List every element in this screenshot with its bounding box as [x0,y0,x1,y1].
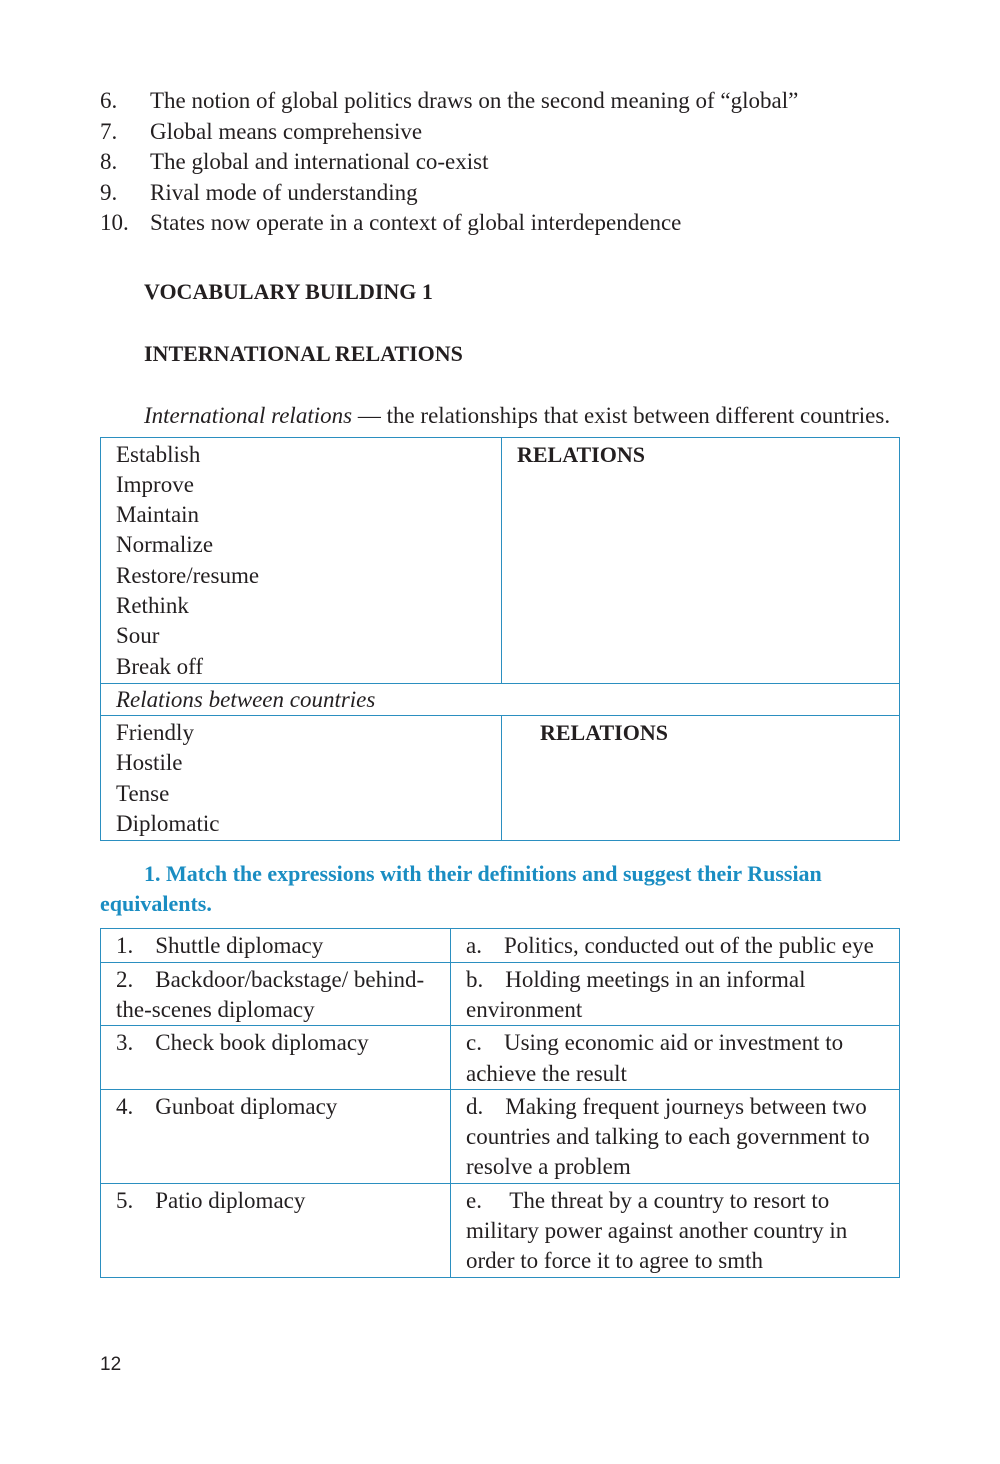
numbered-list [100,86,900,239]
expression-text: Shuttle diplomacy [155,933,324,959]
expression-number: 3. [116,1030,134,1056]
list-item [100,208,900,239]
adjective-item: Diplomatic [116,811,220,837]
verb-item: Restore/resume [116,562,260,588]
expression-cell [101,929,451,962]
definition-letter: b. [466,966,484,992]
vocabulary-table [100,437,900,842]
matching-table [100,928,900,1277]
page-content [100,86,900,1278]
definition-text: The threat by a country to resort to military power against another country in order to force it to agree to smth [466,1187,848,1274]
list-text: The notion of global politics draws on the second meaning of “global” [150,88,799,113]
definition-letter: e. [466,1187,482,1213]
exercise-text: Match the expressions with their definitions and suggest their Russian equivalents. [100,861,822,917]
expression-cell [101,1026,451,1090]
list-text: The global and international co-exist [150,149,489,174]
expression-cell [101,1183,451,1277]
list-item [100,147,900,178]
expression-cell [101,1089,451,1183]
definition-letter: a. [466,933,482,959]
definition-text: Holding meetings in an informal environment [466,966,806,1022]
definition-cell [451,962,900,1026]
definition-letter: c. [466,1030,482,1056]
list-item [100,117,900,148]
expression-cell [101,962,451,1026]
definition-paragraph [100,401,900,431]
list-text: Rival mode of understanding [150,179,418,205]
relations-label: RELATIONS [502,437,900,683]
expression-text: Backdoor/backstage/ behind-the-scenes diplomacy [116,966,425,1022]
definition-text: Using economic aid or investment to achieve the result [466,1030,844,1086]
adjective-item: Tense [116,780,170,806]
table-row [101,1183,900,1277]
table-row [101,929,900,962]
verb-item: Improve [116,471,194,497]
table-row [101,1026,900,1090]
adjectives-cell [101,716,502,841]
table-row [101,437,900,683]
table-row [101,716,900,841]
expression-number: 1. [116,933,134,959]
list-number: 6. [100,88,118,113]
relations-label: RELATIONS [502,716,900,841]
exercise-number: 1. [144,861,161,887]
expression-number: 2. [116,966,134,992]
table-row [101,962,900,1026]
expression-number: 4. [116,1093,134,1119]
list-text: Global means comprehensive [150,118,423,144]
definition-cell [451,929,900,962]
expression-text: Gunboat diplomacy [155,1093,338,1119]
list-number: 9. [100,179,118,205]
table-row [101,683,900,715]
table-subheading: Relations between countries [101,683,900,715]
expression-text: Check book diplomacy [155,1030,369,1056]
definition-cell [451,1026,900,1090]
page-number: 12 [100,1354,122,1375]
expression-text: Patio diplomacy [155,1187,306,1213]
definition-text: Politics, conducted out of the public eye [503,933,874,959]
adjective-item: Friendly [116,720,194,746]
list-number: 7. [100,118,118,144]
definition-cell [451,1183,900,1277]
adjective-item: Hostile [116,750,183,776]
exercise-instruction [100,859,900,919]
list-text: States now operate in a context of global interdependence [150,210,682,235]
definition-cell [451,1089,900,1183]
definition-letter: d. [466,1093,484,1119]
verb-item: Normalize [116,532,214,558]
list-item [100,86,900,117]
definition-text: Making frequent journeys between two countries and talking to each government to resolve a problem [466,1093,870,1180]
verb-item: Rethink [116,592,189,618]
section-heading-vocabulary: VOCABULARY BUILDING 1 [144,278,433,304]
verb-item: Establish [116,441,201,467]
verbs-cell [101,437,502,683]
list-number: 10. [100,210,129,235]
definition-term: International relations [144,402,353,428]
expression-number: 5. [116,1187,134,1213]
verb-item: Sour [116,623,160,649]
list-item [100,178,900,209]
verb-item: Break off [116,653,204,679]
definition-text: — the relationships that exist between different countries. [352,402,891,428]
verb-item: Maintain [116,502,200,528]
list-number: 8. [100,149,118,174]
table-row [101,1089,900,1183]
section-heading-relations: INTERNATIONAL RELATIONS [144,340,463,366]
